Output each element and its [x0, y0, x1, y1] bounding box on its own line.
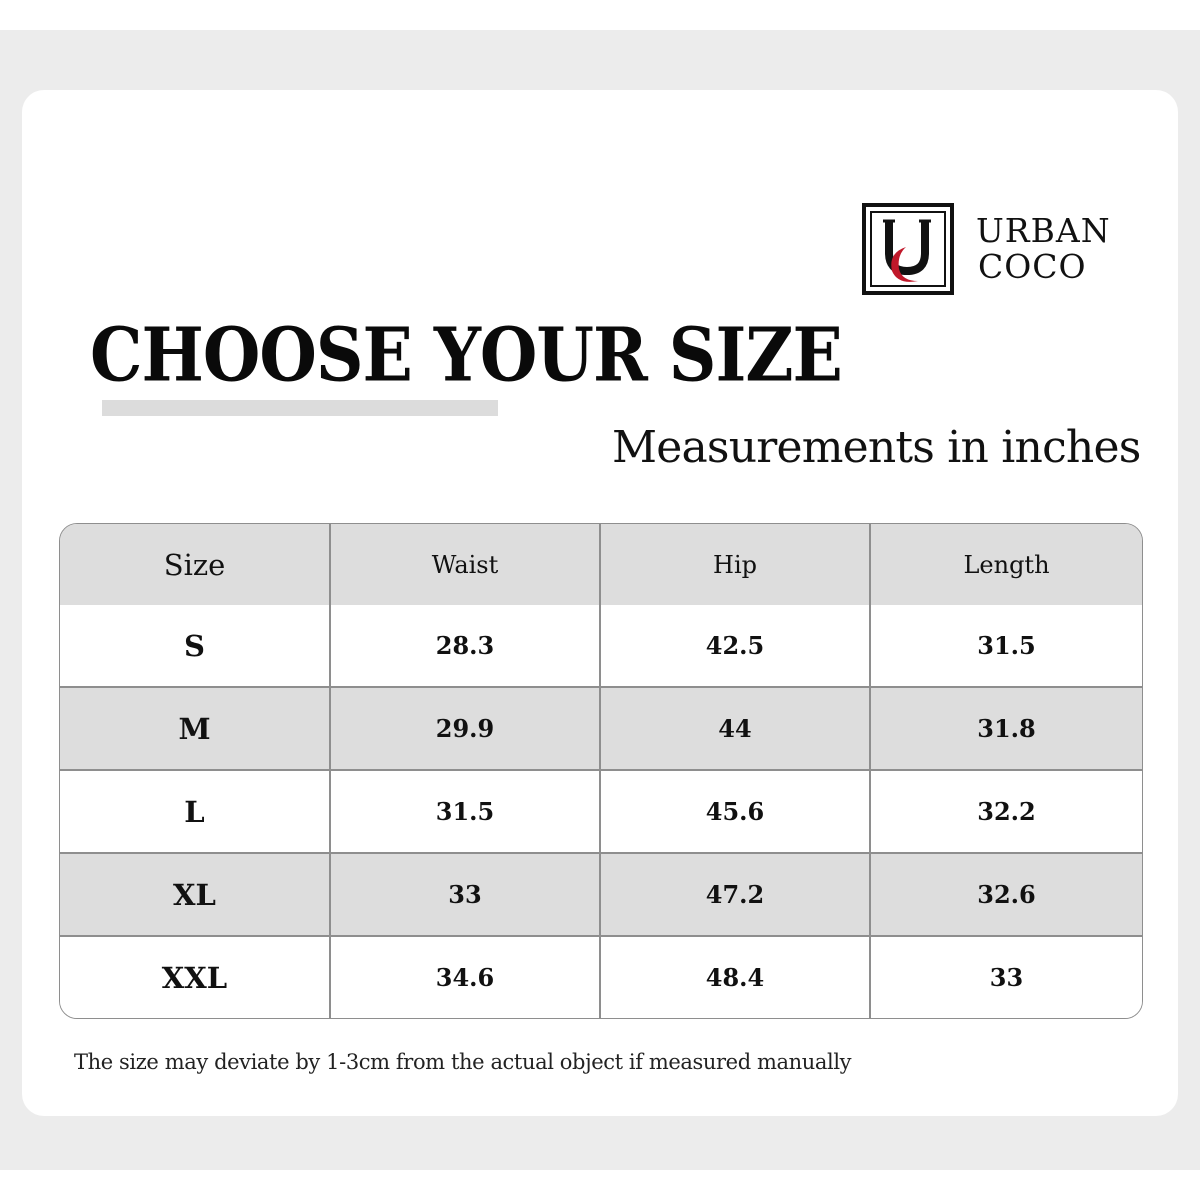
page-title: CHOOSE YOUR SIZE [90, 311, 842, 399]
cell-length: 31.8 [871, 688, 1142, 771]
table-row [60, 937, 1142, 1018]
brand-wordmark [976, 213, 1111, 285]
table-row [60, 854, 1142, 937]
cell-waist: 31.5 [331, 771, 601, 854]
uc-monogram-icon [862, 203, 954, 295]
header-length: Length [871, 524, 1142, 605]
header-waist: Waist [331, 524, 601, 605]
cell-size: L [60, 771, 331, 854]
cell-hip: 48.4 [601, 937, 871, 1018]
measurement-note: The size may deviate by 1-3cm from the actual object if measured manually [74, 1050, 852, 1074]
size-table [59, 523, 1143, 1019]
cell-waist: 28.3 [331, 605, 601, 688]
cell-hip: 45.6 [601, 771, 871, 854]
cell-size: S [60, 605, 331, 688]
cell-hip: 47.2 [601, 854, 871, 937]
table-row [60, 605, 1142, 688]
cell-waist: 29.9 [331, 688, 601, 771]
cell-size: XXL [60, 937, 331, 1018]
brand-logo [862, 203, 1111, 295]
cell-waist: 33 [331, 854, 601, 937]
title-underline [102, 400, 498, 416]
cell-hip: 44 [601, 688, 871, 771]
table-row [60, 688, 1142, 771]
cell-size: XL [60, 854, 331, 937]
cell-waist: 34.6 [331, 937, 601, 1018]
brand-line-1: URBAN [976, 211, 1111, 250]
table-header-row [60, 524, 1142, 605]
cell-length: 32.2 [871, 771, 1142, 854]
cell-length: 31.5 [871, 605, 1142, 688]
header-hip: Hip [601, 524, 871, 605]
cell-size: M [60, 688, 331, 771]
cell-length: 33 [871, 937, 1142, 1018]
table-row [60, 771, 1142, 854]
brand-line-2: COCO [978, 247, 1087, 286]
header-size: Size [60, 524, 331, 605]
cell-length: 32.6 [871, 854, 1142, 937]
cell-hip: 42.5 [601, 605, 871, 688]
top-band [0, 0, 1200, 30]
units-subtitle: Measurements in inches [612, 422, 1141, 473]
bottom-band [0, 1170, 1200, 1200]
